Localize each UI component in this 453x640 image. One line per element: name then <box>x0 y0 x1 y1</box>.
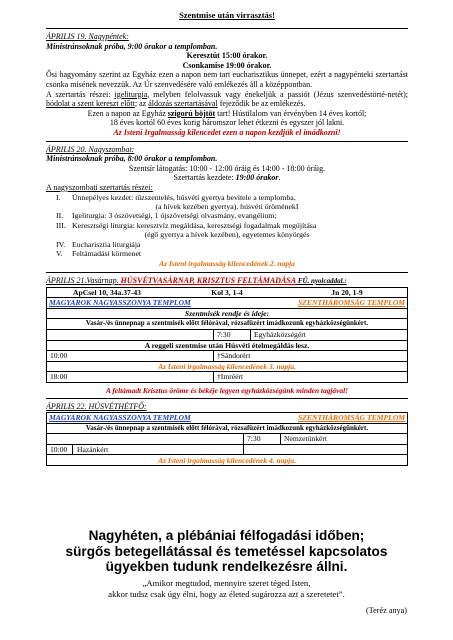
novena-note: Az Isteni irgalmasság kilencedének 4. napja. <box>47 455 408 466</box>
parts-title: A nagyszombati szertartás részei: <box>46 182 153 192</box>
table-row <box>47 308 408 319</box>
day-heading: ÁPRILIS 20. Nagyszombat: <box>46 144 135 154</box>
tradition-paragraph: Ősi hagyomány szerint az Egyház ezen a napon nem tart eucharisztikus ünnepet, ezért a nagypénteki szertartást csonka misének nevezzük. Az Úr szenvedésére való emlékezés áll a középpontban. <box>46 70 408 89</box>
list-item: II. Igeliturgia: 3 ószövetségi, 1 újszövetségi olvasmány, evangélium; <box>56 211 277 221</box>
mass-intention: Egyházközségért <box>251 329 408 340</box>
table-row <box>47 340 408 351</box>
list-item: I. Ünnepélyes kezdet: tűzszentelés, húsvéti gyertya bevitele a templomba, <box>56 192 296 202</box>
mass-time: 10:00 <box>47 351 214 362</box>
table-row <box>47 455 408 466</box>
mass-time: 7:30 <box>214 329 251 340</box>
schedule-table <box>46 412 408 466</box>
rehearsal-line: Ministránsoknak próba, 8:00 órakor a templomban. <box>46 154 218 164</box>
fasting-line: Ezen a napon az Egyház szigorú böjtöt tart! Hústilalom van érvényben 14 éves kortól; <box>87 108 367 118</box>
section-april-20 <box>46 145 408 269</box>
section-april-19 <box>46 32 408 138</box>
church-right: SZENTHÁROMSÁG TEMPLOM <box>298 413 405 423</box>
tomb-visit-line: Szentsír látogatás: 10:00 - 12:00 óráig és 14:00 - 18:00 óráig. <box>128 163 326 173</box>
rosary-cell: Vasár-/és ünnepnap a szentmisék előtt félórával, rózsafüzért imádkozunk egyházközségünkért. <box>47 423 408 434</box>
table-row <box>47 287 408 298</box>
list-item: III. Keresztségi liturgia: keresztvíz megáldása, keresztségi fogadalmak megújítása <box>56 220 317 230</box>
rosary-cell: Vasár-/és ünnepnap a szentmisék előtt félórával, rózsafüzért imádkozunk egyházközségünkért. <box>47 319 408 330</box>
table-row <box>47 319 408 330</box>
list-item-sub: (égő gyertya a hívek kezében), egyetemes könyörgés <box>144 230 310 240</box>
mass-time: 7:30 <box>244 434 281 445</box>
liturgy-parts-paragraph: A szertartás részei: igeliturgia, melyben felolvassuk vagy énekeljük a passiót (Jézus szenvedéstörté-netét); hódolat a szent kereszt előtt; az áldozás szertartásával fejeződik be az emlékezés. <box>46 89 408 109</box>
mass-intention: †Sándorért <box>214 351 408 362</box>
mass-order-cell: Szentmisék rendje és ideje: <box>47 308 408 319</box>
table-row <box>47 351 408 362</box>
mass-intention: Hazánkért <box>77 444 109 454</box>
table-row <box>47 423 408 434</box>
novena-start-note: Az Isteni Irgalmasság kilencedet ezen a napon kezdjük el imádkozni! <box>113 127 341 137</box>
closing-quote: „Amikor megtudod, mennyire szeret téged Isten, akkor tudsz csak úgy élni, hogy az életed sugározza azt a szeretetet”. <box>108 578 345 599</box>
table-row <box>47 434 408 445</box>
table-row <box>47 298 408 309</box>
mass-intention: Nemzetünkért <box>281 434 408 445</box>
table-row <box>47 413 408 424</box>
table-row <box>47 361 408 372</box>
table-row <box>47 329 408 340</box>
readings-cell: ApCsel 10, 34a.37-43 Kol 3, 1-4 Jn 20, 1-9 <box>47 287 408 298</box>
table-row <box>47 372 408 383</box>
list-item-sub: (a hívek kezében gyertya), húsvéti öröménekI <box>155 201 299 211</box>
novena-note: Az Isteni irgalmasság kilencedének 2. napja <box>159 259 295 269</box>
office-hours-notice: Nagyhéten, a plébániai félfogadási időben; sürgős betegellátással és temetéssel kapcsolatos ügyekben tudunk rendelkezésre állni. <box>65 528 388 575</box>
schedule-table <box>46 287 408 383</box>
divider <box>46 141 408 142</box>
novena-note: Az Isteni irgalmasság kilencedének 3. napja. <box>47 361 408 372</box>
divider <box>46 28 408 29</box>
mass-intention: †Imréért <box>214 372 408 383</box>
mass-time: 18:00 <box>47 372 214 383</box>
bulletin-page <box>46 10 408 466</box>
mass-line: Csonkamise 19:00 órakor. <box>182 60 272 70</box>
section-april-21 <box>46 276 408 396</box>
list-item: IV. Eucharisztia liturgiája <box>56 239 141 249</box>
table-row <box>47 444 408 455</box>
divider <box>46 272 408 273</box>
fasting-age-line: 18 éves kortól 60 éves korig háromszor lehet étkezni és egyszer jól lakni. <box>109 118 345 128</box>
church-left: MAGYAROK NAGYASSZONYA TEMPLOM <box>49 413 191 423</box>
stations-line: Keresztút 15:00 órakor. <box>186 51 268 61</box>
church-left: MAGYAROK NAGYASSZONYA TEMPLOM <box>49 298 191 308</box>
easter-greeting: A feltámadt Krisztus öröme és békéje legyen egyházközségünk minden tagjával! <box>105 385 349 395</box>
day-heading: ÁPRILIS 19. Nagypéntek: <box>46 32 129 41</box>
church-right: SZENTHÁROMSÁG TEMPLOM <box>298 298 405 308</box>
ceremony-start-line: Szertartás kezdete: 19:00 órakor. <box>173 173 281 183</box>
section-april-22 <box>46 402 408 466</box>
blessing-cell: A reggeli szentmise után Húsvéti ételmegáldás lesz. <box>47 340 408 351</box>
mass-time: 10:00 <box>47 445 73 454</box>
day-heading: ÁPRILIS 21.Vasárnap. HÚSVÉTVASÁRNAP, KRISZTUS FELTÁMADÁSA FŰ. nyolcaddal.: <box>46 275 347 285</box>
rehearsal-line: Ministránsoknak próba, 9:00 órakor a templomban. <box>46 41 218 51</box>
document-title: Szentmise után virrasztás! <box>179 10 275 20</box>
day-heading: ÁPRILIS 22. HÚSVÉTHÉTFŐ: <box>46 402 147 412</box>
quote-author: (Teréz anya) <box>365 606 407 615</box>
list-item: V. Feltámadási körmenet <box>56 248 142 258</box>
divider <box>46 398 408 399</box>
